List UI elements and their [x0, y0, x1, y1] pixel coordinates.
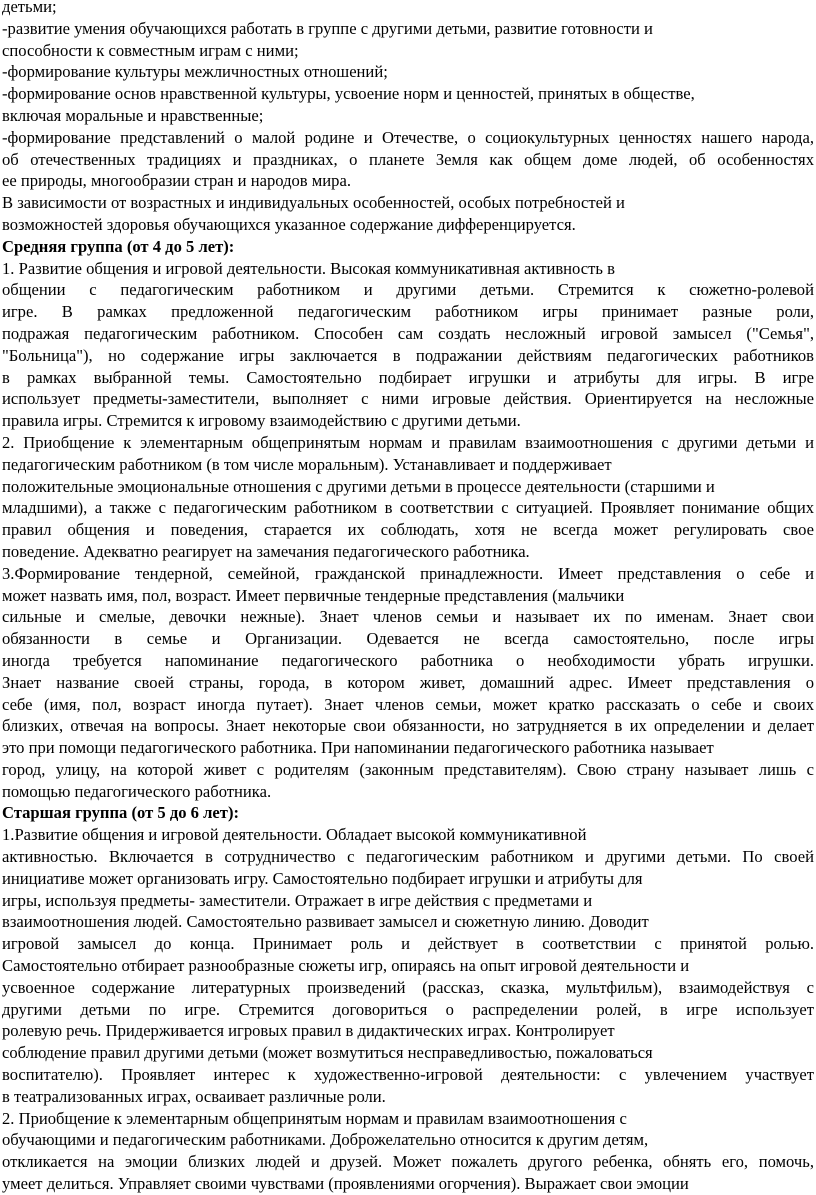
text-line: способности к совместным играм с ними;	[2, 40, 299, 60]
text-line: откликается на эмоции близких людей и друзей. Может пожалеть другого ребенка, обнять его, помочь,	[2, 1152, 814, 1172]
text-line: соблюдение правил другими детьми (может возмутиться несправедливостью, пожаловаться	[2, 1043, 653, 1063]
text-line: возможностей здоровья обучающихся указанное содержание дифференцируется.	[2, 214, 576, 234]
text-line: 2. Приобщение к элементарным общепринятым нормам и правилам взаимоотношения с	[2, 1108, 627, 1128]
text-line: игры, используя предметы- заместители. Отражает в игре действия с предметами и	[2, 890, 593, 910]
document-page	[2, 0, 814, 1195]
text-line: 3.Формирование тендерной, семейной, гражданской принадлежности. Имеет представления о себе и	[2, 563, 814, 583]
text-line: активностью. Включается в сотрудничество с педагогическим работником и другими детьми. По своей	[2, 847, 814, 867]
text-line: 1.Развитие общения и игровой деятельности. Обладает высокой коммуникативной	[2, 825, 587, 845]
text-line: игровой замысел до конца. Принимает роль и действует в соответствии с принятой ролью.	[2, 934, 814, 954]
text-line: педагогическим работником (в том числе моральным). Устанавливает и поддерживает	[2, 454, 612, 474]
text-line: ролевую речь. Придерживается игровых правил в дидактических играх. Контролирует	[2, 1021, 615, 1041]
text-line: ее природы, многообразии стран и народов мира.	[2, 171, 351, 191]
text-line: "Больница"), но содержание игры заключается в подражании действиям педагогических работников	[2, 345, 814, 365]
text-line: инициативе может организовать игру. Самостоятельно подбирает игрушки и атрибуты для	[2, 868, 643, 888]
text-line: об отечественных традициях и праздниках, о планете Земля как общем доме людей, об особенностях	[2, 149, 814, 169]
text-line: может назвать имя, пол, возраст. Имеет первичные тендерные представления (мальчики	[2, 585, 625, 605]
text-line: В зависимости от возрастных и индивидуальных особенностей, особых потребностей и	[2, 193, 625, 213]
section-heading: Старшая группа (от 5 до 6 лет):	[2, 803, 239, 823]
text-line: включая моральные и нравственные;	[2, 105, 264, 125]
text-line: усвоенное содержание литературных произведений (рассказ, сказка, мультфильм), взаимодействуя с	[2, 977, 814, 997]
text-line: умеет делиться. Управляет своими чувствами (проявлениями огорчения). Выражает свои эмоции	[2, 1174, 689, 1194]
text-line: детьми;	[2, 0, 57, 16]
text-line: правила игры. Стремится к игровому взаимодействию с другими детьми.	[2, 411, 521, 431]
text-line: -формирование культуры межличностных отношений;	[2, 62, 388, 82]
text-line: воспитателю). Проявляет интерес к художественно-игровой деятельности: с увлечением участвует	[2, 1065, 814, 1085]
text-line: иногда требуется напоминание педагогического работника о необходимости убрать игрушки.	[2, 650, 814, 670]
text-line: правил общения и поведения, старается их соблюдать, хотя не всегда может регулировать свое	[2, 520, 814, 540]
text-line: использует предметы-заместители, выполняет с ними игровые действия. Ориентируется на несложные	[2, 389, 814, 409]
text-line: другими детьми по игре. Стремится договориться о распределении ролей, в игре использует	[2, 999, 814, 1019]
text-line: подражая педагогическим работником. Способен сам создать несложный игровой замысел ("Семья",	[2, 323, 814, 343]
text-line: положительные эмоциональные отношения с другими детьми в процессе деятельности (старшими и	[2, 476, 715, 496]
text-line: это при помощи педагогического работника. При напоминании педагогического работника называет	[2, 738, 714, 758]
text-line: обучающими и педагогическим работниками. Доброжелательно относится к другим детям,	[2, 1130, 649, 1150]
text-line: общении с педагогическим работником и другими детьми. Стремится к сюжетно-ролевой	[2, 280, 814, 300]
text-line: 1. Развитие общения и игровой деятельности. Высокая коммуникативная активность в	[2, 258, 615, 278]
text-line: 2. Приобщение к элементарным общепринятым нормам и правилам взаимоотношения с другими детьми и	[2, 432, 814, 452]
text-line: игре. В рамках предложенной педагогическим работником игры принимает разные роли,	[2, 302, 814, 322]
text-line: себе (имя, пол, возраст иногда путает). Знает членов семьи, может кратко рассказать о себе и своих	[2, 694, 814, 714]
text-line: взаимоотношения людей. Самостоятельно развивает замысел и сюжетную линию. Доводит	[2, 912, 649, 932]
text-line: помощью педагогического работника.	[2, 781, 272, 801]
text-line: обязанности в семье и Организации. Одевается не всегда самостоятельно, после игры	[2, 629, 814, 649]
text-line: Знает название своей страны, города, в котором живет, домашний адрес. Имеет представления о	[2, 672, 814, 692]
text-line: город, улицу, на которой живет с родителям (законным представителям). Свою страну называет лишь с	[2, 759, 814, 779]
text-line: младшими), а также с педагогическим работником в соответствии с ситуацией. Проявляет понимание общих	[2, 498, 814, 518]
text-line: -формирование основ нравственной культуры, усвоение норм и ценностей, принятых в обществе,	[2, 84, 695, 104]
text-line: -развитие умения обучающихся работать в группе с другими детьми, развитие готовности и	[2, 18, 653, 38]
text-line: Самостоятельно отбирает разнообразные сюжеты игр, опираясь на опыт игровой деятельности и	[2, 956, 690, 976]
text-line: близких, отвечая на вопросы. Знает некоторые свои обязанности, но затрудняется в их определении и делает	[2, 716, 814, 736]
text-line: в театрализованных играх, осваивает различные роли.	[2, 1086, 386, 1106]
text-line: сильные и смелые, девочки нежные). Знает членов семьи и называет их по именам. Знает свои	[2, 607, 814, 627]
text-line: -формирование представлений о малой родине и Отечестве, о социокультурных ценностях нашего народа,	[2, 127, 814, 147]
section-heading: Средняя группа (от 4 до 5 лет):	[2, 236, 235, 256]
text-line: поведение. Адекватно реагирует на замечания педагогического работника.	[2, 541, 530, 561]
text-line: в рамках выбранной темы. Самостоятельно подбирает игрушки и атрибуты для игры. В игре	[2, 367, 814, 387]
